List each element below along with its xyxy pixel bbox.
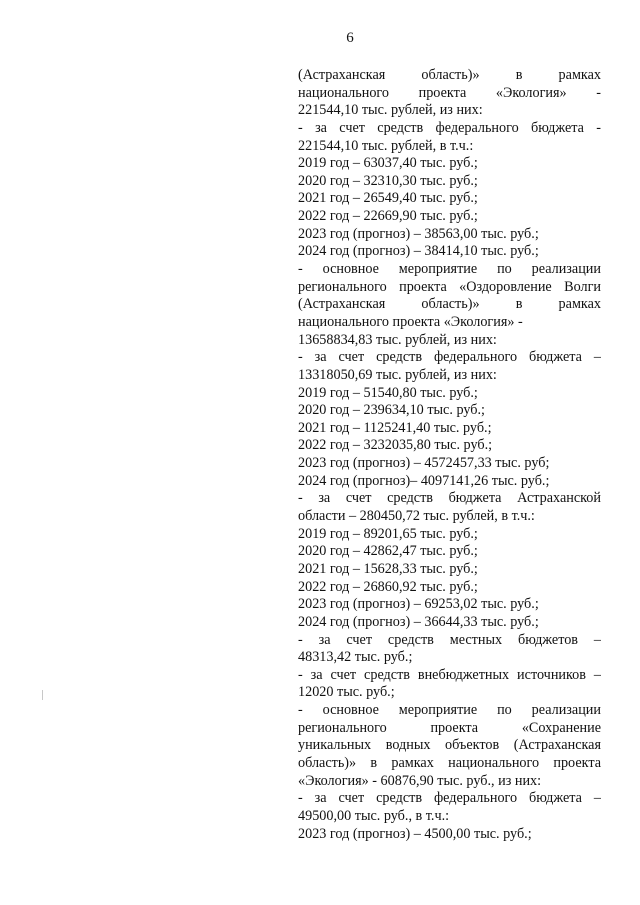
text-line: национального проекта «Экология» -: [298, 84, 601, 101]
text-line: 2023 год (прогноз) – 4572457,33 тыс. руб;: [298, 455, 550, 472]
text-line: 48313,42 тыс. руб.;: [298, 649, 413, 666]
text-line: 2019 год – 63037,40 тыс. руб.;: [298, 155, 478, 172]
text-line: - основное мероприятие по реализации: [298, 261, 601, 278]
text-line: 2019 год – 89201,65 тыс. руб.;: [298, 525, 478, 542]
text-line: - за счет средств федерального бюджета -: [298, 119, 601, 136]
document-text-column: [298, 67, 601, 843]
text-line: 12020 тыс. руб.;: [298, 684, 395, 701]
text-line: регионального проекта «Сохранение: [298, 719, 601, 736]
text-line: область)» в рамках национального проекта: [298, 754, 601, 771]
text-line: - основное мероприятие по реализации: [298, 702, 601, 719]
text-line: 49500,00 тыс. руб., в т.ч.:: [298, 807, 450, 824]
text-line: 2022 год – 22669,90 тыс. руб.;: [298, 208, 478, 225]
text-line: 2024 год (прогноз) – 36644,33 тыс. руб.;: [298, 613, 539, 630]
text-line: 221544,10 тыс. рублей, из них:: [298, 102, 483, 119]
text-line: 2021 год – 1125241,40 тыс. руб.;: [298, 419, 492, 436]
text-line: 2023 год (прогноз) – 4500,00 тыс. руб.;: [298, 825, 532, 842]
text-line: 2020 год – 42862,47 тыс. руб.;: [298, 543, 478, 560]
text-line: 2022 год – 26860,92 тыс. руб.;: [298, 578, 478, 595]
text-line: 13658834,83 тыс. рублей, из них:: [298, 331, 497, 348]
text-line: - за счет средств местных бюджетов –: [298, 631, 601, 648]
text-line: 2024 год (прогноз) – 38414,10 тыс. руб.;: [298, 243, 539, 260]
text-line: 2021 год – 26549,40 тыс. руб.;: [298, 190, 478, 207]
text-line: области – 280450,72 тыс. рублей, в т.ч.:: [298, 508, 535, 525]
text-line: национального проекта «Экология» -: [298, 313, 523, 330]
text-line: - за счет средств федерального бюджета –: [298, 349, 601, 366]
text-line: 2022 год – 3232035,80 тыс. руб.;: [298, 437, 493, 454]
text-line: 2024 год (прогноз)– 4097141,26 тыс. руб.;: [298, 472, 550, 489]
text-line: - за счет средств бюджета Астраханской: [298, 490, 601, 507]
text-line: (Астраханская область)» в рамках: [298, 296, 601, 313]
text-line: 2020 год – 32310,30 тыс. руб.;: [298, 172, 478, 189]
text-line: - за счет средств внебюджетных источников –: [298, 666, 601, 683]
text-line: 2019 год – 51540,80 тыс. руб.;: [298, 384, 478, 401]
text-line: 2023 год (прогноз) – 69253,02 тыс. руб.;: [298, 596, 539, 613]
text-line: 13318050,69 тыс. рублей, из них:: [298, 366, 497, 383]
text-line: «Экология» - 60876,90 тыс. руб., из них:: [298, 772, 542, 789]
text-line: 221544,10 тыс. рублей, в т.ч.:: [298, 137, 474, 154]
text-line: регионального проекта «Оздоровление Волги: [298, 278, 601, 295]
text-line: (Астраханская область)» в рамках: [298, 67, 601, 83]
text-line: 2021 год – 15628,33 тыс. руб.;: [298, 560, 478, 577]
text-line: - за счет средств федерального бюджета –: [298, 790, 601, 807]
margin-mark: [42, 690, 43, 700]
text-line: уникальных водных объектов (Астраханская: [298, 737, 601, 754]
page-number: 6: [346, 30, 354, 46]
text-line: 2020 год – 239634,10 тыс. руб.;: [298, 402, 485, 419]
text-line: 2023 год (прогноз) – 38563,00 тыс. руб.;: [298, 225, 539, 242]
